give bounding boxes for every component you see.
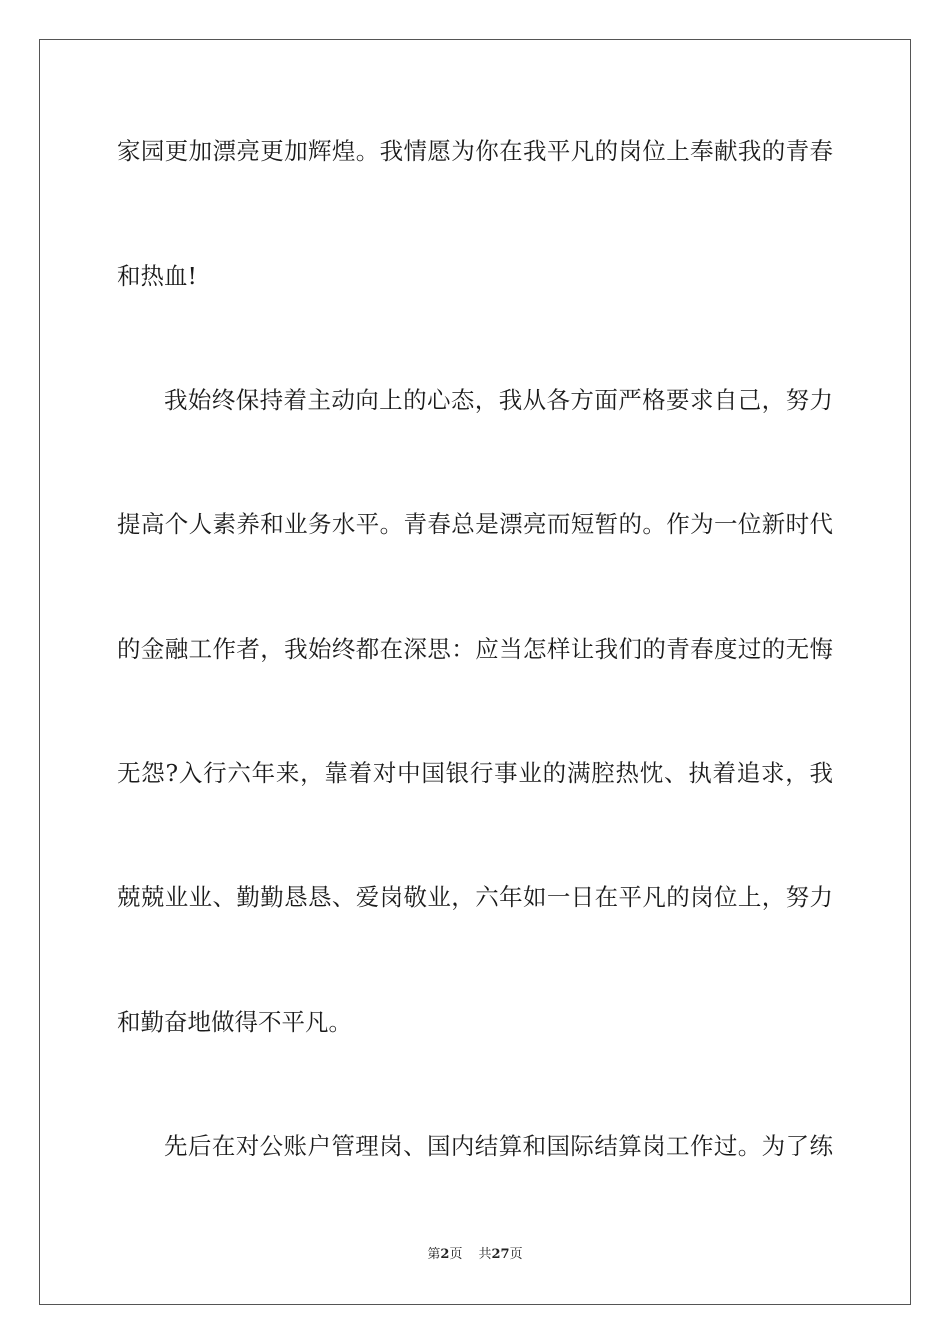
page-border [39,39,911,1305]
text-line-4: 提高个人素养和业务水平。青春总是漂亮而短暂的。作为一位新时代 [117,510,833,538]
text-line-8: 和勤奋地做得不平凡。 [117,1008,352,1036]
text-line-9: 先后在对公账户管理岗、国内结算和国际结算岗工作过。为了练 [164,1132,833,1160]
footer-total-prefix: 共 [478,1247,492,1262]
footer-page-prefix: 第 [427,1247,441,1262]
text-line-5: 的金融工作者，我始终都在深思：应当怎样让我们的青春度过的无悔 [117,635,833,663]
text-line-1: 家园更加漂亮更加辉煌。我情愿为你在我平凡的岗位上奉献我的青春 [117,137,833,165]
text-line-2: 和热血! [117,262,197,290]
text-line-3: 我始终保持着主动向上的心态，我从各方面严格要求自己，努力 [164,386,833,414]
text-line-7: 兢兢业业、勤勤恳恳、爱岗敬业，六年如一日在平凡的岗位上，努力 [117,883,833,911]
footer-total-pages: 27 [491,1247,510,1262]
page-footer [0,1246,950,1264]
text-line-6: 无怨?入行六年来，靠着对中国银行事业的满腔热忱、执着追求，我 [117,759,833,787]
footer-page-suffix: 页 [449,1247,463,1262]
footer-total-suffix: 页 [509,1247,523,1262]
footer-page-number: 2 [440,1247,450,1262]
